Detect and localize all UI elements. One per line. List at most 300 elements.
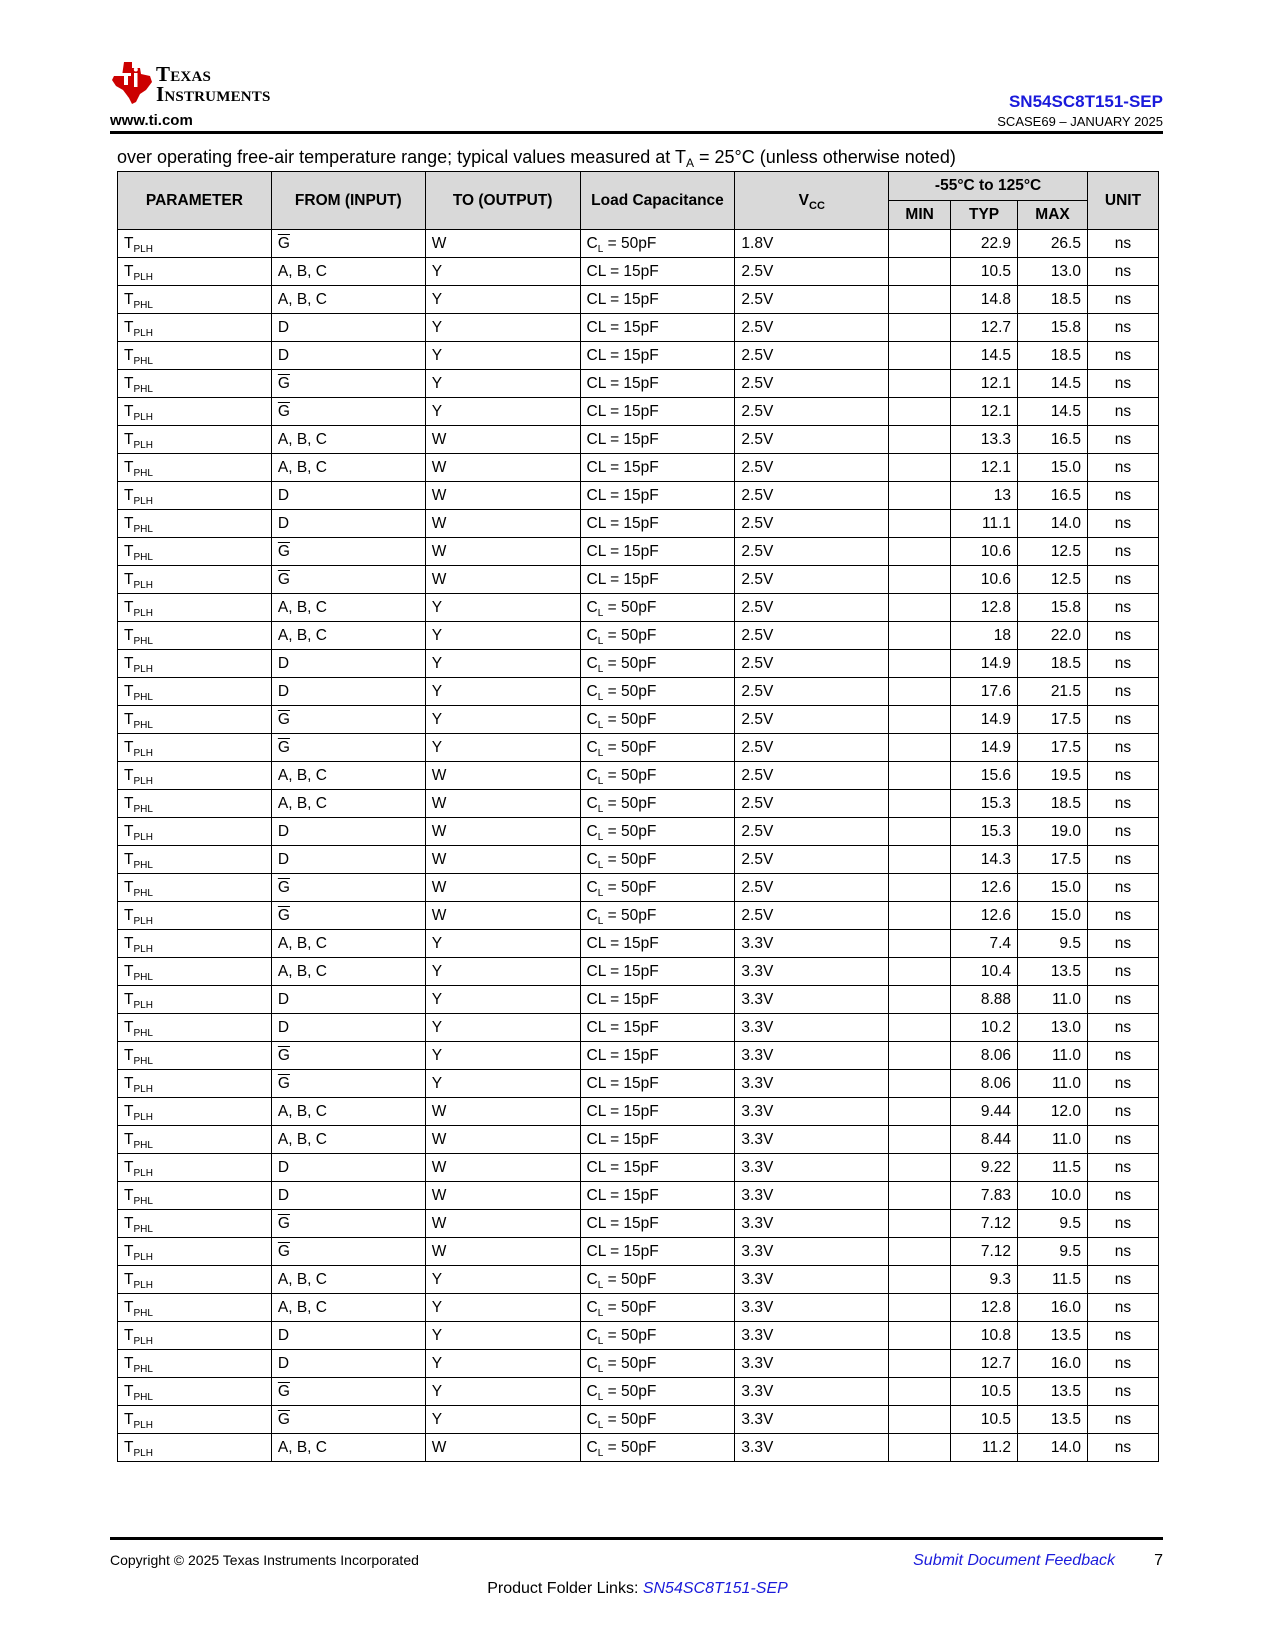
capacitance-subscript: L xyxy=(597,1279,604,1291)
submit-feedback-link[interactable]: Submit Document Feedback xyxy=(913,1552,1115,1569)
cell-min xyxy=(889,426,951,454)
parameter-subscript: PLH xyxy=(133,831,153,843)
cell-parameter xyxy=(118,1070,272,1098)
cell-vcc xyxy=(735,1210,889,1238)
cell-unit xyxy=(1087,874,1158,902)
cell-from-input xyxy=(271,1042,425,1070)
cell-parameter xyxy=(118,818,272,846)
cell-to-output xyxy=(425,258,580,286)
vcc-value: 3.3V xyxy=(741,1214,774,1232)
cell-parameter xyxy=(118,958,272,986)
unit-value: ns xyxy=(1114,570,1132,588)
max-value: 13.0 xyxy=(1050,262,1081,280)
cell-min xyxy=(889,706,951,734)
typ-value: 12.1 xyxy=(980,402,1012,420)
cell-unit xyxy=(1087,538,1158,566)
table-row xyxy=(118,818,1159,846)
capacitance-main: CL = 15pF xyxy=(586,1018,659,1036)
capacitance-subscript: L xyxy=(597,915,604,927)
cell-min xyxy=(889,454,951,482)
max-value: 11.0 xyxy=(1051,1074,1081,1092)
vcc-value: 3.3V xyxy=(741,1074,774,1092)
from-input-value: $\overline{G}$ xyxy=(277,1046,290,1064)
max-value: 18.5 xyxy=(1050,346,1081,364)
unit-value: ns xyxy=(1114,1382,1132,1400)
from-input-value: A, B, C xyxy=(277,1102,327,1120)
typ-value: 10.5 xyxy=(980,262,1012,280)
cell-typ xyxy=(951,454,1018,482)
to-output-value: Y xyxy=(431,318,443,336)
parameter-symbol: T xyxy=(124,1214,134,1232)
cell-from-input xyxy=(271,818,425,846)
capacitance-main: C xyxy=(586,794,598,812)
table-row xyxy=(118,1210,1159,1238)
to-output-value: Y xyxy=(431,1298,443,1316)
capacitance-main: CL = 15pF xyxy=(586,514,659,532)
cell-unit xyxy=(1087,818,1158,846)
vcc-value: 2.5V xyxy=(741,402,774,420)
cell-max xyxy=(1018,1210,1088,1238)
from-input-value: D xyxy=(277,486,290,504)
vcc-value: 2.5V xyxy=(741,598,774,616)
cell-typ xyxy=(951,1378,1018,1406)
doc-number: SCASE69 – JANUARY 2025 xyxy=(997,114,1163,129)
cell-from-input xyxy=(271,538,425,566)
cell-parameter xyxy=(118,1014,272,1042)
to-output-value: W xyxy=(431,850,447,868)
cell-to-output xyxy=(425,706,580,734)
capacitance-rest: = 50pF xyxy=(603,234,657,252)
typ-value: 7.83 xyxy=(980,1186,1012,1204)
cell-max xyxy=(1018,314,1088,342)
cell-unit xyxy=(1087,622,1158,650)
table-row xyxy=(118,566,1159,594)
parameter-symbol: T xyxy=(124,878,134,896)
vcc-value: 3.3V xyxy=(741,1186,774,1204)
cell-from-input xyxy=(271,230,425,258)
cell-parameter xyxy=(118,622,272,650)
parameter-subscript: PLH xyxy=(133,1167,153,1179)
to-output-value: Y xyxy=(431,682,443,700)
table-row xyxy=(118,1098,1159,1126)
cell-unit xyxy=(1087,790,1158,818)
header-typ: TYP xyxy=(951,201,1018,230)
max-value: 14.0 xyxy=(1050,1438,1081,1456)
vcc-value: 2.5V xyxy=(741,794,774,812)
typ-value: 8.06 xyxy=(980,1046,1012,1064)
unit-value: ns xyxy=(1114,1410,1132,1428)
capacitance-main: CL = 15pF xyxy=(586,1102,659,1120)
unit-value: ns xyxy=(1114,430,1132,448)
unit-value: ns xyxy=(1114,906,1132,924)
cell-load-capacitance xyxy=(580,650,735,678)
to-output-value: W xyxy=(431,1102,447,1120)
capacitance-rest: = 50pF xyxy=(603,1382,657,1400)
typ-value: 7.4 xyxy=(989,934,1012,952)
cell-typ xyxy=(951,706,1018,734)
parameter-subscript: PHL xyxy=(133,1363,153,1375)
cell-typ xyxy=(951,986,1018,1014)
capacitance-main: CL = 15pF xyxy=(586,570,659,588)
unit-value: ns xyxy=(1114,878,1132,896)
cell-from-input xyxy=(271,1098,425,1126)
cell-load-capacitance xyxy=(580,1154,735,1182)
unit-value: ns xyxy=(1114,1158,1132,1176)
table-row xyxy=(118,286,1159,314)
cell-max xyxy=(1018,1042,1088,1070)
cell-to-output xyxy=(425,1154,580,1182)
parameter-subscript: PHL xyxy=(133,971,153,983)
table-row xyxy=(118,510,1159,538)
cell-from-input xyxy=(271,286,425,314)
cell-parameter xyxy=(118,846,272,874)
header-parameter: PARAMETER xyxy=(118,172,272,230)
to-output-value: W xyxy=(431,1186,447,1204)
capacitance-main: CL = 15pF xyxy=(586,1242,659,1260)
cell-to-output xyxy=(425,1210,580,1238)
cell-min xyxy=(889,930,951,958)
capacitance-rest: = 50pF xyxy=(603,710,657,728)
cell-from-input xyxy=(271,342,425,370)
capacitance-main: C xyxy=(586,1382,598,1400)
parameter-subscript: PHL xyxy=(133,859,153,871)
folder-links-label: Product Folder Links: xyxy=(487,1580,643,1597)
capacitance-main: CL = 15pF xyxy=(586,458,659,476)
cell-unit xyxy=(1087,314,1158,342)
parameter-subscript: PLH xyxy=(133,1335,153,1347)
cell-min xyxy=(889,846,951,874)
vcc-value: 2.5V xyxy=(741,458,774,476)
cell-min xyxy=(889,1266,951,1294)
parameter-symbol: T xyxy=(124,374,134,392)
vcc-value: 2.5V xyxy=(741,738,774,756)
parameter-subscript: PHL xyxy=(133,1027,153,1039)
cell-vcc xyxy=(735,1154,889,1182)
to-output-value: W xyxy=(431,878,447,896)
typ-value: 14.9 xyxy=(980,710,1012,728)
to-output-value: W xyxy=(431,542,447,560)
parameter-subscript: PHL xyxy=(133,719,153,731)
vcc-value: 2.5V xyxy=(741,542,774,560)
capacitance-main: C xyxy=(586,626,598,644)
cell-parameter xyxy=(118,342,272,370)
max-value: 11.0 xyxy=(1051,1046,1081,1064)
parameter-symbol: T xyxy=(124,822,134,840)
cell-unit xyxy=(1087,734,1158,762)
max-value: 17.5 xyxy=(1050,850,1081,868)
parameter-subscript: PHL xyxy=(133,1307,153,1319)
cell-from-input xyxy=(271,1014,425,1042)
cell-unit xyxy=(1087,958,1158,986)
parameter-symbol: T xyxy=(124,1410,134,1428)
unit-value: ns xyxy=(1114,850,1132,868)
cell-load-capacitance xyxy=(580,734,735,762)
vcc-value: 2.5V xyxy=(741,878,774,896)
vcc-value: 3.3V xyxy=(741,1298,774,1316)
capacitance-rest: = 50pF xyxy=(603,878,657,896)
to-output-value: W xyxy=(431,766,447,784)
cell-load-capacitance xyxy=(580,622,735,650)
cell-unit xyxy=(1087,454,1158,482)
cell-max xyxy=(1018,790,1088,818)
unit-value: ns xyxy=(1114,1214,1132,1232)
table-caption xyxy=(117,147,956,168)
table-row xyxy=(118,902,1159,930)
capacitance-main: CL = 15pF xyxy=(586,430,659,448)
cell-typ xyxy=(951,678,1018,706)
cell-typ xyxy=(951,1266,1018,1294)
capacitance-subscript: L xyxy=(597,1363,604,1375)
cell-unit xyxy=(1087,1042,1158,1070)
unit-value: ns xyxy=(1114,514,1132,532)
cell-min xyxy=(889,1182,951,1210)
parameter-symbol: T xyxy=(124,682,134,700)
cell-parameter xyxy=(118,902,272,930)
cell-typ xyxy=(951,1350,1018,1378)
cell-parameter xyxy=(118,398,272,426)
to-output-value: W xyxy=(431,234,447,252)
table-row xyxy=(118,258,1159,286)
typ-value: 9.22 xyxy=(980,1158,1012,1176)
cell-parameter xyxy=(118,1210,272,1238)
unit-value: ns xyxy=(1114,766,1132,784)
cell-vcc xyxy=(735,846,889,874)
cell-load-capacitance xyxy=(580,314,735,342)
cell-load-capacitance xyxy=(580,1378,735,1406)
capacitance-subscript: L xyxy=(597,607,604,619)
capacitance-rest: = 50pF xyxy=(603,626,657,644)
caption-suffix: = 25°C (unless otherwise noted) xyxy=(693,147,956,167)
cell-to-output xyxy=(425,342,580,370)
cell-vcc xyxy=(735,286,889,314)
parameter-subscript: PLH xyxy=(133,243,153,255)
texas-state-logo-icon xyxy=(110,60,154,106)
cell-unit xyxy=(1087,1098,1158,1126)
table-row xyxy=(118,930,1159,958)
to-output-value: Y xyxy=(431,738,443,756)
parameter-symbol: T xyxy=(124,542,134,560)
capacitance-subscript: L xyxy=(597,1307,604,1319)
unit-value: ns xyxy=(1114,962,1132,980)
table-row xyxy=(118,1238,1159,1266)
cell-max xyxy=(1018,258,1088,286)
to-output-value: Y xyxy=(431,1326,443,1344)
cell-parameter xyxy=(118,650,272,678)
parameter-subscript: PHL xyxy=(133,1223,153,1235)
cell-unit xyxy=(1087,566,1158,594)
cell-max xyxy=(1018,1126,1088,1154)
cell-typ xyxy=(951,734,1018,762)
vcc-value: 2.5V xyxy=(741,626,774,644)
cell-load-capacitance xyxy=(580,1098,735,1126)
to-output-value: Y xyxy=(431,374,443,392)
max-value: 18.5 xyxy=(1050,290,1081,308)
max-value: 9.5 xyxy=(1059,1214,1081,1232)
cell-max xyxy=(1018,1294,1088,1322)
max-value: 9.5 xyxy=(1059,1242,1081,1260)
capacitance-subscript: L xyxy=(597,803,604,815)
unit-value: ns xyxy=(1114,234,1132,252)
from-input-value: A, B, C xyxy=(277,1270,327,1288)
parameter-symbol: T xyxy=(124,290,134,308)
from-input-value: $\overline{G}$ xyxy=(277,878,290,896)
unit-value: ns xyxy=(1114,626,1132,644)
cell-vcc xyxy=(735,370,889,398)
typ-value: 22.9 xyxy=(980,234,1012,252)
cell-to-output xyxy=(425,874,580,902)
cell-max xyxy=(1018,846,1088,874)
to-output-value: Y xyxy=(431,290,443,308)
from-input-value: $\overline{G}$ xyxy=(277,1410,290,1428)
capacitance-main: CL = 15pF xyxy=(586,1186,659,1204)
max-value: 16.0 xyxy=(1050,1354,1081,1372)
cell-typ xyxy=(951,342,1018,370)
cell-to-output xyxy=(425,1406,580,1434)
parameter-symbol: T xyxy=(124,1102,134,1120)
max-value: 11.5 xyxy=(1051,1270,1081,1288)
parameter-symbol: T xyxy=(124,654,134,672)
cell-from-input xyxy=(271,482,425,510)
cell-to-output xyxy=(425,930,580,958)
cell-parameter xyxy=(118,986,272,1014)
max-value: 17.5 xyxy=(1050,710,1081,728)
cell-load-capacitance xyxy=(580,986,735,1014)
capacitance-main: CL = 15pF xyxy=(586,1130,659,1148)
parameter-symbol: T xyxy=(124,850,134,868)
table-row xyxy=(118,342,1159,370)
typ-value: 15.3 xyxy=(980,794,1012,812)
cell-min xyxy=(889,874,951,902)
cell-from-input xyxy=(271,1070,425,1098)
cell-from-input xyxy=(271,706,425,734)
cell-typ xyxy=(951,1070,1018,1098)
cell-max xyxy=(1018,286,1088,314)
from-input-value: A, B, C xyxy=(277,626,327,644)
cell-min xyxy=(889,678,951,706)
cell-vcc xyxy=(735,1322,889,1350)
cell-to-output xyxy=(425,566,580,594)
cell-unit xyxy=(1087,1070,1158,1098)
cell-min xyxy=(889,1350,951,1378)
max-value: 17.5 xyxy=(1050,738,1081,756)
unit-value: ns xyxy=(1114,1074,1132,1092)
from-input-value: $\overline{G}$ xyxy=(277,1382,290,1400)
table-row xyxy=(118,1014,1159,1042)
cell-min xyxy=(889,958,951,986)
cell-min xyxy=(889,1014,951,1042)
cell-max xyxy=(1018,230,1088,258)
cell-load-capacitance xyxy=(580,1182,735,1210)
capacitance-main: C xyxy=(586,710,598,728)
unit-value: ns xyxy=(1114,1270,1132,1288)
cell-min xyxy=(889,1098,951,1126)
parameter-symbol: T xyxy=(124,738,134,756)
capacitance-main: C xyxy=(586,822,598,840)
typ-value: 10.5 xyxy=(980,1410,1012,1428)
typ-value: 18 xyxy=(993,626,1012,644)
cell-from-input xyxy=(271,1350,425,1378)
site-url[interactable]: www.ti.com xyxy=(110,112,193,129)
cell-min xyxy=(889,370,951,398)
cell-to-output xyxy=(425,846,580,874)
max-value: 15.0 xyxy=(1050,878,1081,896)
capacitance-main: C xyxy=(586,1270,598,1288)
cell-unit xyxy=(1087,902,1158,930)
from-input-value: D xyxy=(277,1354,290,1372)
vcc-value: 2.5V xyxy=(741,710,774,728)
cell-typ xyxy=(951,790,1018,818)
cell-typ xyxy=(951,258,1018,286)
cell-parameter xyxy=(118,1406,272,1434)
cell-min xyxy=(889,1322,951,1350)
parameter-subscript: PHL xyxy=(133,467,153,479)
cell-from-input xyxy=(271,1434,425,1462)
cell-typ xyxy=(951,1434,1018,1462)
cell-typ xyxy=(951,1238,1018,1266)
cell-vcc xyxy=(735,314,889,342)
cell-vcc xyxy=(735,818,889,846)
doc-title-link[interactable]: SN54SC8T151-SEP xyxy=(1008,92,1163,111)
cell-unit xyxy=(1087,230,1158,258)
parameter-symbol: T xyxy=(124,1270,134,1288)
vcc-value: 2.5V xyxy=(741,906,774,924)
cell-min xyxy=(889,622,951,650)
from-input-value: D xyxy=(277,1018,290,1036)
cell-to-output xyxy=(425,370,580,398)
capacitance-rest: = 50pF xyxy=(603,850,657,868)
cell-unit xyxy=(1087,286,1158,314)
cell-min xyxy=(889,818,951,846)
to-output-value: Y xyxy=(431,1410,443,1428)
capacitance-main: CL = 15pF xyxy=(586,486,659,504)
from-input-value: D xyxy=(277,682,290,700)
from-input-value: $\overline{G}$ xyxy=(277,542,290,560)
cell-to-output xyxy=(425,1322,580,1350)
table-row xyxy=(118,1070,1159,1098)
to-output-value: Y xyxy=(431,626,443,644)
capacitance-main: CL = 15pF xyxy=(586,1214,659,1232)
header-divider xyxy=(110,131,1163,134)
table-row xyxy=(118,1154,1159,1182)
vcc-value: 3.3V xyxy=(741,990,774,1008)
cell-to-output xyxy=(425,594,580,622)
cell-parameter xyxy=(118,454,272,482)
vcc-value: 3.3V xyxy=(741,1270,774,1288)
parameter-subscript: PHL xyxy=(133,1195,153,1207)
cell-from-input xyxy=(271,1126,425,1154)
from-input-value: A, B, C xyxy=(277,458,327,476)
max-value: 19.0 xyxy=(1050,822,1081,840)
max-value: 14.5 xyxy=(1050,402,1081,420)
cell-max xyxy=(1018,818,1088,846)
cell-to-output xyxy=(425,314,580,342)
capacitance-main: C xyxy=(586,1326,598,1344)
cell-max xyxy=(1018,370,1088,398)
vcc-value: 3.3V xyxy=(741,934,774,952)
cell-to-output xyxy=(425,958,580,986)
table-row xyxy=(118,874,1159,902)
table-row xyxy=(118,846,1159,874)
product-folder-link[interactable]: SN54SC8T151-SEP xyxy=(642,1580,788,1597)
cell-typ xyxy=(951,930,1018,958)
cell-vcc xyxy=(735,1238,889,1266)
vcc-value: 2.5V xyxy=(741,654,774,672)
cell-vcc xyxy=(735,398,889,426)
cell-from-input xyxy=(271,846,425,874)
unit-value: ns xyxy=(1114,374,1132,392)
to-output-value: Y xyxy=(431,962,443,980)
to-output-value: W xyxy=(431,1242,447,1260)
